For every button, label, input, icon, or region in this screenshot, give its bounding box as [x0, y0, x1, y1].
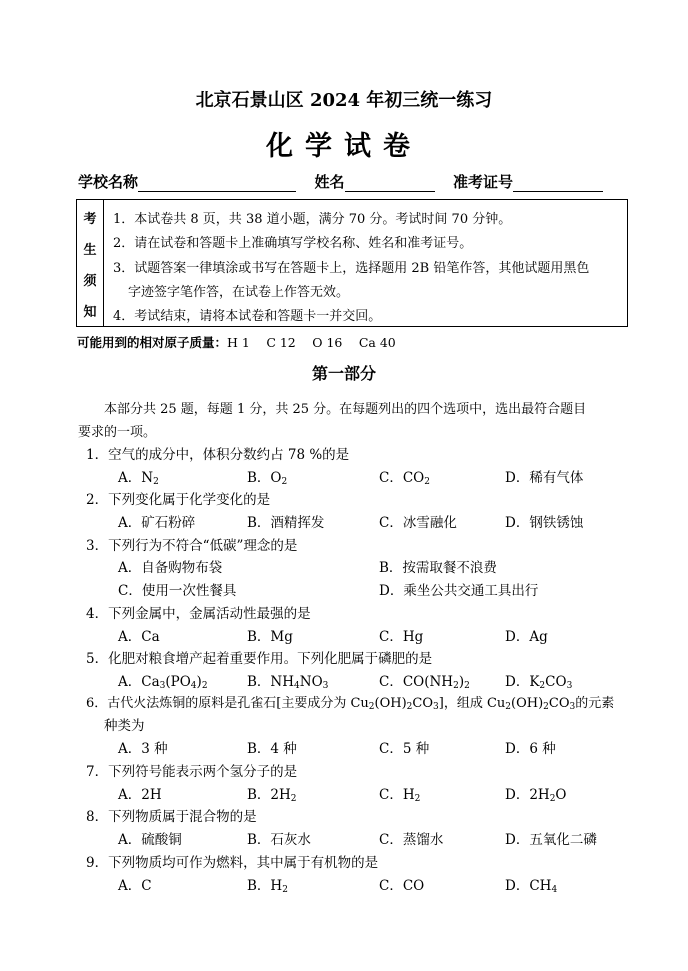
question-stem: 4．下列金属中，金属活动性最强的是	[86, 606, 311, 622]
option-a[interactable]: A．Ca	[118, 629, 160, 645]
option-c[interactable]: C．CO	[379, 878, 425, 894]
option-d[interactable]: D．稀有气体	[505, 470, 584, 486]
option-c[interactable]: C．$CO(NH_2)_2$	[379, 674, 470, 691]
notice-box	[76, 199, 628, 327]
option-b[interactable]: B．按需取餐不浪费	[379, 560, 497, 576]
section-intro: 本部分共 25 题，每题 1 分，共 25 分。在每题列出的四个选项中，选出最符合题目	[104, 402, 587, 417]
option-a[interactable]: A．$Ca_3(PO_4)_2$	[118, 674, 208, 691]
section-intro-cont: 要求的一项。	[78, 425, 157, 440]
question-stem: 1．空气的成分中，体积分数约占 78 %的是	[86, 447, 350, 463]
option-b[interactable]: B．$2H_2$	[247, 787, 297, 804]
option-b[interactable]: B．石灰水	[247, 832, 311, 848]
notice-side-char: 须	[83, 274, 97, 289]
atomic-mass-label: 可能用到的相对原子质量：	[77, 335, 228, 350]
option-c[interactable]: C．$H_2$	[379, 787, 421, 804]
id-label: 准考证号	[452, 173, 513, 191]
question-stem: 2．下列变化属于化学变化的是	[86, 492, 271, 508]
option-d[interactable]: D．钢铁锈蚀	[505, 515, 584, 531]
option-c[interactable]: C．$CO_2$	[379, 470, 430, 487]
option-a[interactable]: A．矿石粉碎	[118, 515, 196, 531]
question-stem: 9．下列物质均可作为燃料，其中属于有机物的是	[86, 855, 379, 871]
option-d[interactable]: D．五氧化二磷	[505, 832, 597, 848]
option-a[interactable]: A．C	[118, 878, 152, 894]
option-c[interactable]: C．冰雪融化	[379, 515, 457, 531]
option-c[interactable]: C．使用一次性餐具	[118, 583, 237, 599]
question-stem: 7．下列符号能表示两个氢分子的是	[86, 764, 298, 780]
option-b[interactable]: B．$H_2$	[247, 878, 288, 895]
notice-item: 字迹签字笔作答，在试卷上作答无效。	[128, 285, 350, 300]
atomic-mass-line	[77, 333, 396, 351]
option-d[interactable]: D．6 种	[505, 741, 556, 757]
notice-item: 4．考试结束，请将本试卷和答题卡一并交回。	[113, 309, 382, 324]
option-b[interactable]: B．$O_2$	[247, 470, 288, 487]
option-a[interactable]: A．$N_2$	[118, 470, 159, 487]
notice-item: 1．本试卷共 8 页，共 38 道小题，满分 70 分。考试时间 70 分钟。	[113, 212, 512, 227]
school-label: 学校名称	[78, 173, 139, 191]
notice-side-char: 生	[83, 243, 97, 258]
option-d[interactable]: D．$2H_2O$	[505, 787, 567, 804]
section-title: 第一部分	[311, 364, 376, 383]
question-stem-cont: 种类为	[104, 718, 145, 734]
option-d[interactable]: D．$K_2CO_3$	[505, 674, 573, 691]
option-d[interactable]: D．乘坐公共交通工具出行	[379, 583, 539, 599]
notice-side-label	[77, 200, 104, 326]
school-blank[interactable]	[138, 175, 296, 192]
option-d[interactable]: D．Ag	[505, 629, 548, 645]
option-a[interactable]: A．硫酸铜	[118, 832, 182, 848]
question-stem: 5．化肥对粮食增产起着重要作用。下列化肥属于磷肥的是	[86, 651, 433, 667]
atomic-mass-values: H 1 C 12 O 16 Ca 40	[227, 335, 396, 350]
option-a[interactable]: A．自备购物布袋	[118, 560, 223, 576]
name-blank[interactable]	[345, 175, 435, 192]
question-stem: 8．下列物质属于混合物的是	[86, 809, 257, 825]
exam-title: 化学试卷	[266, 131, 422, 162]
id-blank[interactable]	[513, 175, 603, 192]
option-b[interactable]: B．$NH_4NO_3$	[247, 674, 329, 691]
name-label: 姓名	[314, 173, 345, 191]
notice-item: 3．试题答案一律填涂或书写在答题卡上，选择题用 2B 铅笔作答，其他试题用黑色	[113, 261, 590, 276]
option-b[interactable]: B．4 种	[247, 741, 297, 757]
option-a[interactable]: A．2H	[118, 787, 162, 803]
exam-header-line1: 北京石景山区 2024 年初三统一练习	[195, 90, 493, 111]
option-a[interactable]: A．3 种	[118, 741, 168, 757]
option-b[interactable]: B．Mg	[247, 629, 293, 645]
notice-item: 2．请在试卷和答题卡上准确填写学校名称、姓名和准考证号。	[113, 236, 473, 251]
option-c[interactable]: C．Hg	[379, 629, 424, 645]
option-b[interactable]: B．酒精挥发	[247, 515, 325, 531]
question-stem: 6．古代火法炼铜的原料是孔雀石[主要成分为 $Cu_2(OH)_2CO_3$]，组成 $Cu_2(OH)_2CO_3$的元素	[86, 696, 615, 712]
info-fields	[78, 171, 603, 192]
option-c[interactable]: C．蒸馏水	[379, 832, 444, 848]
notice-side-char: 知	[83, 305, 97, 320]
option-c[interactable]: C．5 种	[379, 741, 430, 757]
notice-side-char: 考	[83, 212, 97, 227]
option-d[interactable]: D．$CH_4$	[505, 878, 558, 895]
question-stem: 3．下列行为不符合“低碳”理念的是	[86, 538, 298, 554]
